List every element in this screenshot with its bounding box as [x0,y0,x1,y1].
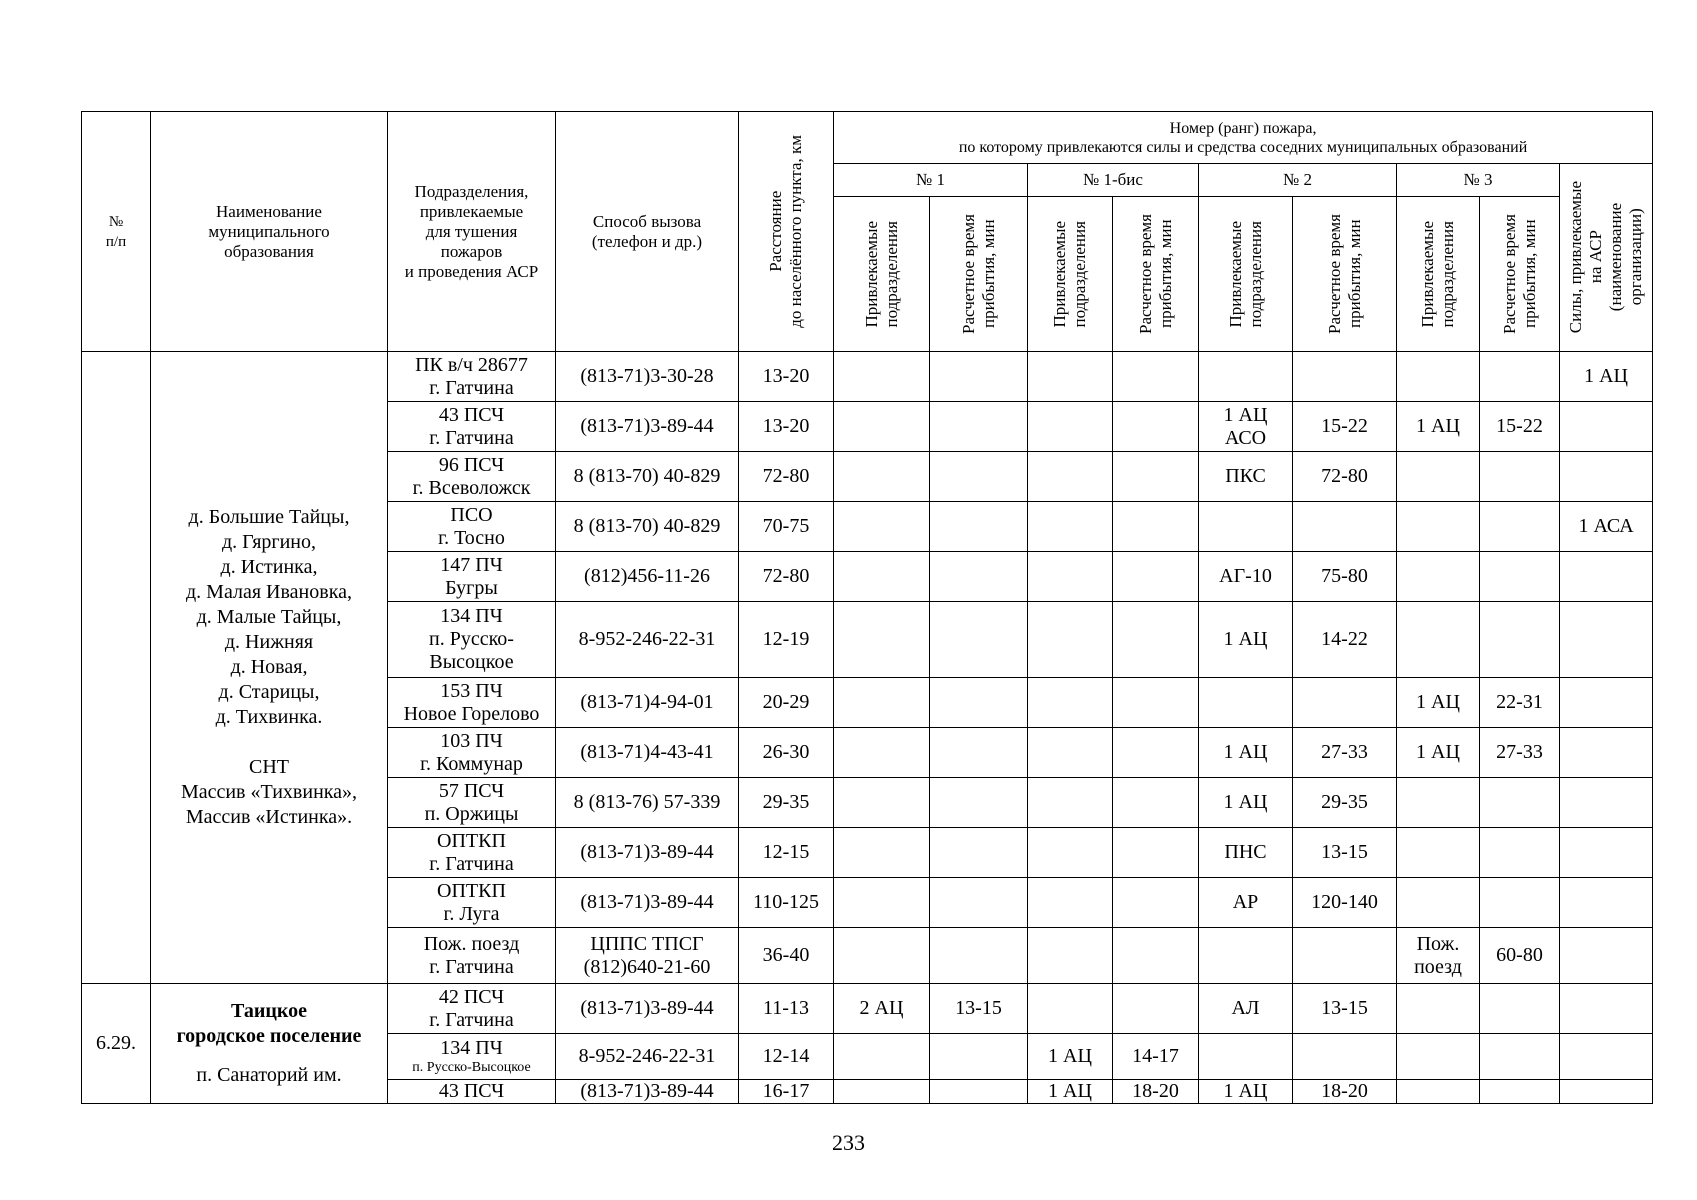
rank2-time-cell: 13-15 [1293,984,1397,1034]
unit-cell: Пож. поезд г. Гатчина [388,928,556,984]
rank2-time-cell: 13-15 [1293,828,1397,878]
rank1bis-time-cell [1113,352,1199,402]
rank2-units-cell: 1 АЦ [1199,602,1293,678]
distance-cell: 13-20 [739,352,834,402]
rank1-time-cell [930,452,1028,502]
distance-cell: 12-15 [739,828,834,878]
rank3-units-cell [1397,878,1480,928]
asr-cell [1560,452,1653,502]
header-number: № п/п [82,112,151,352]
header-rank1-time: Расчетное время прибытия, мин [930,197,1028,352]
rank2-time-cell [1293,928,1397,984]
rank1-units-cell [834,452,930,502]
unit-cell: 96 ПСЧ г. Всеволожск [388,452,556,502]
asr-cell [1560,602,1653,678]
distance-cell: 72-80 [739,552,834,602]
rank2-units-cell: АЛ [1199,984,1293,1034]
rank2-units-cell: АГ-10 [1199,552,1293,602]
rank3-time-cell [1480,452,1560,502]
call-cell: (813-71)3-89-44 [556,1080,739,1104]
rank2-units-cell: ПКС [1199,452,1293,502]
rank1-units-cell [834,678,930,728]
rank2-units-cell: ПНС [1199,828,1293,878]
rank3-time-cell [1480,878,1560,928]
rank1-units-cell [834,928,930,984]
rank3-time-cell [1480,984,1560,1034]
rank2-time-cell [1293,1034,1397,1080]
rank1bis-time-cell [1113,452,1199,502]
rank1bis-time-cell [1113,552,1199,602]
rank1-time-cell [930,878,1028,928]
distance-cell: 20-29 [739,678,834,728]
rank3-time-cell: 15-22 [1480,402,1560,452]
rank2-time-cell [1293,678,1397,728]
table-row [82,352,1653,402]
rank3-units-cell: Пож. поезд [1397,928,1480,984]
call-cell: (813-71)3-89-44 [556,828,739,878]
rank1-units-cell [834,602,930,678]
rank3-time-cell [1480,552,1560,602]
distance-cell: 36-40 [739,928,834,984]
rank2-units-cell: АР [1199,878,1293,928]
header-municipality: Наименование муниципального образования [151,112,388,352]
rank1bis-time-cell: 18-20 [1113,1080,1199,1104]
rank1-time-cell [930,928,1028,984]
rank1-time-cell [930,1080,1028,1104]
rank1bis-units-cell [1028,678,1113,728]
unit-cell: ОПТКП г. Гатчина [388,828,556,878]
header-distance: Расстояние до населённого пункта, км [739,112,834,352]
header-rank2-time: Расчетное время прибытия, мин [1293,197,1397,352]
row-number-cell [82,352,151,984]
rank3-units-cell [1397,602,1480,678]
call-cell: 8-952-246-22-31 [556,1034,739,1080]
call-cell: (813-71)3-89-44 [556,402,739,452]
rank3-units-cell: 1 АЦ [1397,678,1480,728]
distance-cell: 16-17 [739,1080,834,1104]
header-asr: Силы, привлекаемые на АСР (наименование организации) [1560,164,1653,352]
rank3-time-cell: 27-33 [1480,728,1560,778]
rank1-time-cell [930,1034,1028,1080]
rank3-units-cell [1397,502,1480,552]
distance-cell: 72-80 [739,452,834,502]
header-rank1bis-time: Расчетное время прибытия, мин [1113,197,1199,352]
rank1-units-cell [834,552,930,602]
rank3-units-cell [1397,452,1480,502]
rank3-units-cell [1397,1034,1480,1080]
distance-cell: 26-30 [739,728,834,778]
rank1bis-time-cell [1113,602,1199,678]
rank1-units-cell [834,352,930,402]
unit-cell: 42 ПСЧ г. Гатчина [388,984,556,1034]
call-cell: 8-952-246-22-31 [556,602,739,678]
asr-cell [1560,878,1653,928]
asr-cell [1560,828,1653,878]
rank1bis-units-cell [1028,352,1113,402]
rank1bis-units-cell [1028,984,1113,1034]
rank1-time-cell [930,728,1028,778]
rank1bis-time-cell [1113,728,1199,778]
rank1-time-cell [930,678,1028,728]
rank1bis-time-cell [1113,878,1199,928]
rank3-time-cell [1480,502,1560,552]
rank1bis-time-cell [1113,984,1199,1034]
rank3-units-cell [1397,352,1480,402]
header-rank1-units: Привлекаемые подразделения [834,197,930,352]
rank3-units-cell [1397,984,1480,1034]
municipality-cell [151,984,388,1104]
header-call-method: Способ вызова (телефон и др.) [556,112,739,352]
rank1bis-units-cell [1028,452,1113,502]
asr-cell: 1 АЦ [1560,352,1653,402]
call-cell: (813-71)4-94-01 [556,678,739,728]
rank2-time-cell [1293,502,1397,552]
settlements-cell [151,352,388,984]
call-cell: 8 (813-70) 40-829 [556,502,739,552]
rank1-units-cell [834,1080,930,1104]
rank3-units-cell: 1 АЦ [1397,402,1480,452]
rank1bis-units-cell [1028,928,1113,984]
municipality-title: Таицкое городское поселение [176,1000,362,1047]
call-cell: ЦППС ТПСГ (812)640-21-60 [556,928,739,984]
asr-cell [1560,928,1653,984]
rank1bis-time-cell [1113,778,1199,828]
asr-cell [1560,552,1653,602]
rank3-time-cell [1480,778,1560,828]
call-cell: (813-71)3-89-44 [556,984,739,1034]
rank1-time-cell [930,828,1028,878]
rank1bis-units-cell: 1 АЦ [1028,1080,1113,1104]
unit-cell: ПСО г. Тосно [388,502,556,552]
rank2-time-cell: 120-140 [1293,878,1397,928]
rank1-units-cell [834,1034,930,1080]
rank3-time-cell: 60-80 [1480,928,1560,984]
call-cell: (813-71)3-89-44 [556,878,739,928]
page-number: 233 [832,1130,865,1155]
rank1-units-cell [834,502,930,552]
rank2-time-cell [1293,352,1397,402]
rank3-units-cell [1397,828,1480,878]
unit-cell: 153 ПЧ Новое Горелово [388,678,556,728]
unit-cell: 57 ПСЧ п. Оржицы [388,778,556,828]
rank2-units-cell: 1 АЦ АСО [1199,402,1293,452]
rank1-time-cell: 13-15 [930,984,1028,1034]
rank1-time-cell [930,402,1028,452]
call-cell: 8 (813-70) 40-829 [556,452,739,502]
asr-cell [1560,678,1653,728]
rank1bis-time-cell [1113,928,1199,984]
rank3-time-cell [1480,1080,1560,1104]
distance-cell: 13-20 [739,402,834,452]
rank1bis-units-cell [1028,552,1113,602]
distance-cell: 110-125 [739,878,834,928]
distance-cell: 12-19 [739,602,834,678]
rank1-time-cell [930,602,1028,678]
rank2-time-cell: 75-80 [1293,552,1397,602]
asr-cell [1560,728,1653,778]
call-cell: (812)456-11-26 [556,552,739,602]
rank1-time-cell [930,502,1028,552]
asr-cell [1560,402,1653,452]
rank1-time-cell [930,552,1028,602]
unit-location: п. Русско-Высоцкое [412,1060,531,1075]
rank3-time-cell [1480,602,1560,678]
distance-cell: 70-75 [739,502,834,552]
rank2-units-cell: 1 АЦ [1199,1080,1293,1104]
table-row [82,984,1653,1034]
rank1-units-cell [834,402,930,452]
unit-cell: 103 ПЧ г. Коммунар [388,728,556,778]
distance-cell: 11-13 [739,984,834,1034]
rank2-units-cell [1199,1034,1293,1080]
header-rank-1bis: № 1-бис [1028,164,1199,197]
unit-cell: 134 ПЧ п. Русско- Высоцкое [388,602,556,678]
unit-name: 134 ПЧ [440,1037,503,1059]
asr-cell [1560,778,1653,828]
rank2-units-cell [1199,352,1293,402]
rank1bis-units-cell [1028,778,1113,828]
call-cell: (813-71)4-43-41 [556,728,739,778]
header-rank1bis-units: Привлекаемые подразделения [1028,197,1113,352]
header-rank-3: № 3 [1397,164,1560,197]
unit-cell: 147 ПЧ Бугры [388,552,556,602]
header-rank2-units: Привлекаемые подразделения [1199,197,1293,352]
call-cell: 8 (813-76) 57-339 [556,778,739,828]
fire-forces-table [81,111,1653,1104]
rank3-units-cell [1397,552,1480,602]
unit-cell: ОПТКП г. Луга [388,878,556,928]
asr-cell [1560,1080,1653,1104]
rank1-units-cell: 2 АЦ [834,984,930,1034]
rank2-units-cell [1199,928,1293,984]
rank1-units-cell [834,878,930,928]
asr-cell [1560,1034,1653,1080]
rank2-time-cell: 29-35 [1293,778,1397,828]
rank2-units-cell [1199,678,1293,728]
unit-cell: ПК в/ч 28677 г. Гатчина [388,352,556,402]
settlements-list: д. Большие Тайцы, д. Гяргино, д. Истинка, д. Малая Ивановка, д. Малые Тайцы, д. Нижняя д. Новая, д. Старицы, д. Тихвинка. СНТ Массив «Тихвинка», Массив «Истинка». [180,506,358,828]
header-units: Подразделения, привлекаемые для тушения пожаров и проведения АСР [388,112,556,352]
rank1bis-units-cell [1028,828,1113,878]
rank2-units-cell: 1 АЦ [1199,728,1293,778]
rank3-time-cell: 22-31 [1480,678,1560,728]
rank1bis-units-cell [1028,502,1113,552]
rank3-units-cell [1397,1080,1480,1104]
rank2-time-cell: 72-80 [1293,452,1397,502]
rank1bis-units-cell [1028,602,1113,678]
header-rank3-time: Расчетное время прибытия, мин [1480,197,1560,352]
rank1-units-cell [834,728,930,778]
rank2-units-cell [1199,502,1293,552]
header-rank3-units: Привлекаемые подразделения [1397,197,1480,352]
rank3-time-cell [1480,828,1560,878]
rank1-units-cell [834,828,930,878]
rank1bis-units-cell: 1 АЦ [1028,1034,1113,1080]
row-number: 6.29. [82,984,151,1104]
distance-cell: 29-35 [739,778,834,828]
rank1bis-units-cell [1028,878,1113,928]
rank3-time-cell [1480,352,1560,402]
header-row [82,112,1653,164]
asr-cell [1560,984,1653,1034]
rank1bis-time-cell [1113,678,1199,728]
unit-cell: 43 ПСЧ г. Гатчина [388,402,556,452]
header-rank-1: № 1 [834,164,1028,197]
rank2-time-cell: 15-22 [1293,402,1397,452]
rank1bis-time-cell [1113,402,1199,452]
rank1bis-time-cell [1113,828,1199,878]
header-rank-2: № 2 [1199,164,1397,197]
rank1bis-time-cell: 14-17 [1113,1034,1199,1080]
rank2-units-cell: 1 АЦ [1199,778,1293,828]
settlement-name: п. Санаторий им. [196,1064,342,1086]
rank1-time-cell [930,778,1028,828]
call-cell: (813-71)3-30-28 [556,352,739,402]
unit-cell [388,1034,556,1080]
rank3-units-cell [1397,778,1480,828]
asr-cell: 1 АСА [1560,502,1653,552]
unit-cell: 43 ПСЧ [388,1080,556,1104]
rank1bis-time-cell [1113,502,1199,552]
distance-cell: 12-14 [739,1034,834,1080]
rank2-time-cell: 14-22 [1293,602,1397,678]
rank3-time-cell [1480,1034,1560,1080]
rank1bis-units-cell [1028,402,1113,452]
rank1-time-cell [930,352,1028,402]
rank2-time-cell: 18-20 [1293,1080,1397,1104]
rank3-units-cell: 1 АЦ [1397,728,1480,778]
rank2-time-cell: 27-33 [1293,728,1397,778]
rank1bis-units-cell [1028,728,1113,778]
header-rank-title: Номер (ранг) пожара, по которому привлекаются силы и средства соседних муниципальных образований [834,112,1653,164]
rank1-units-cell [834,778,930,828]
